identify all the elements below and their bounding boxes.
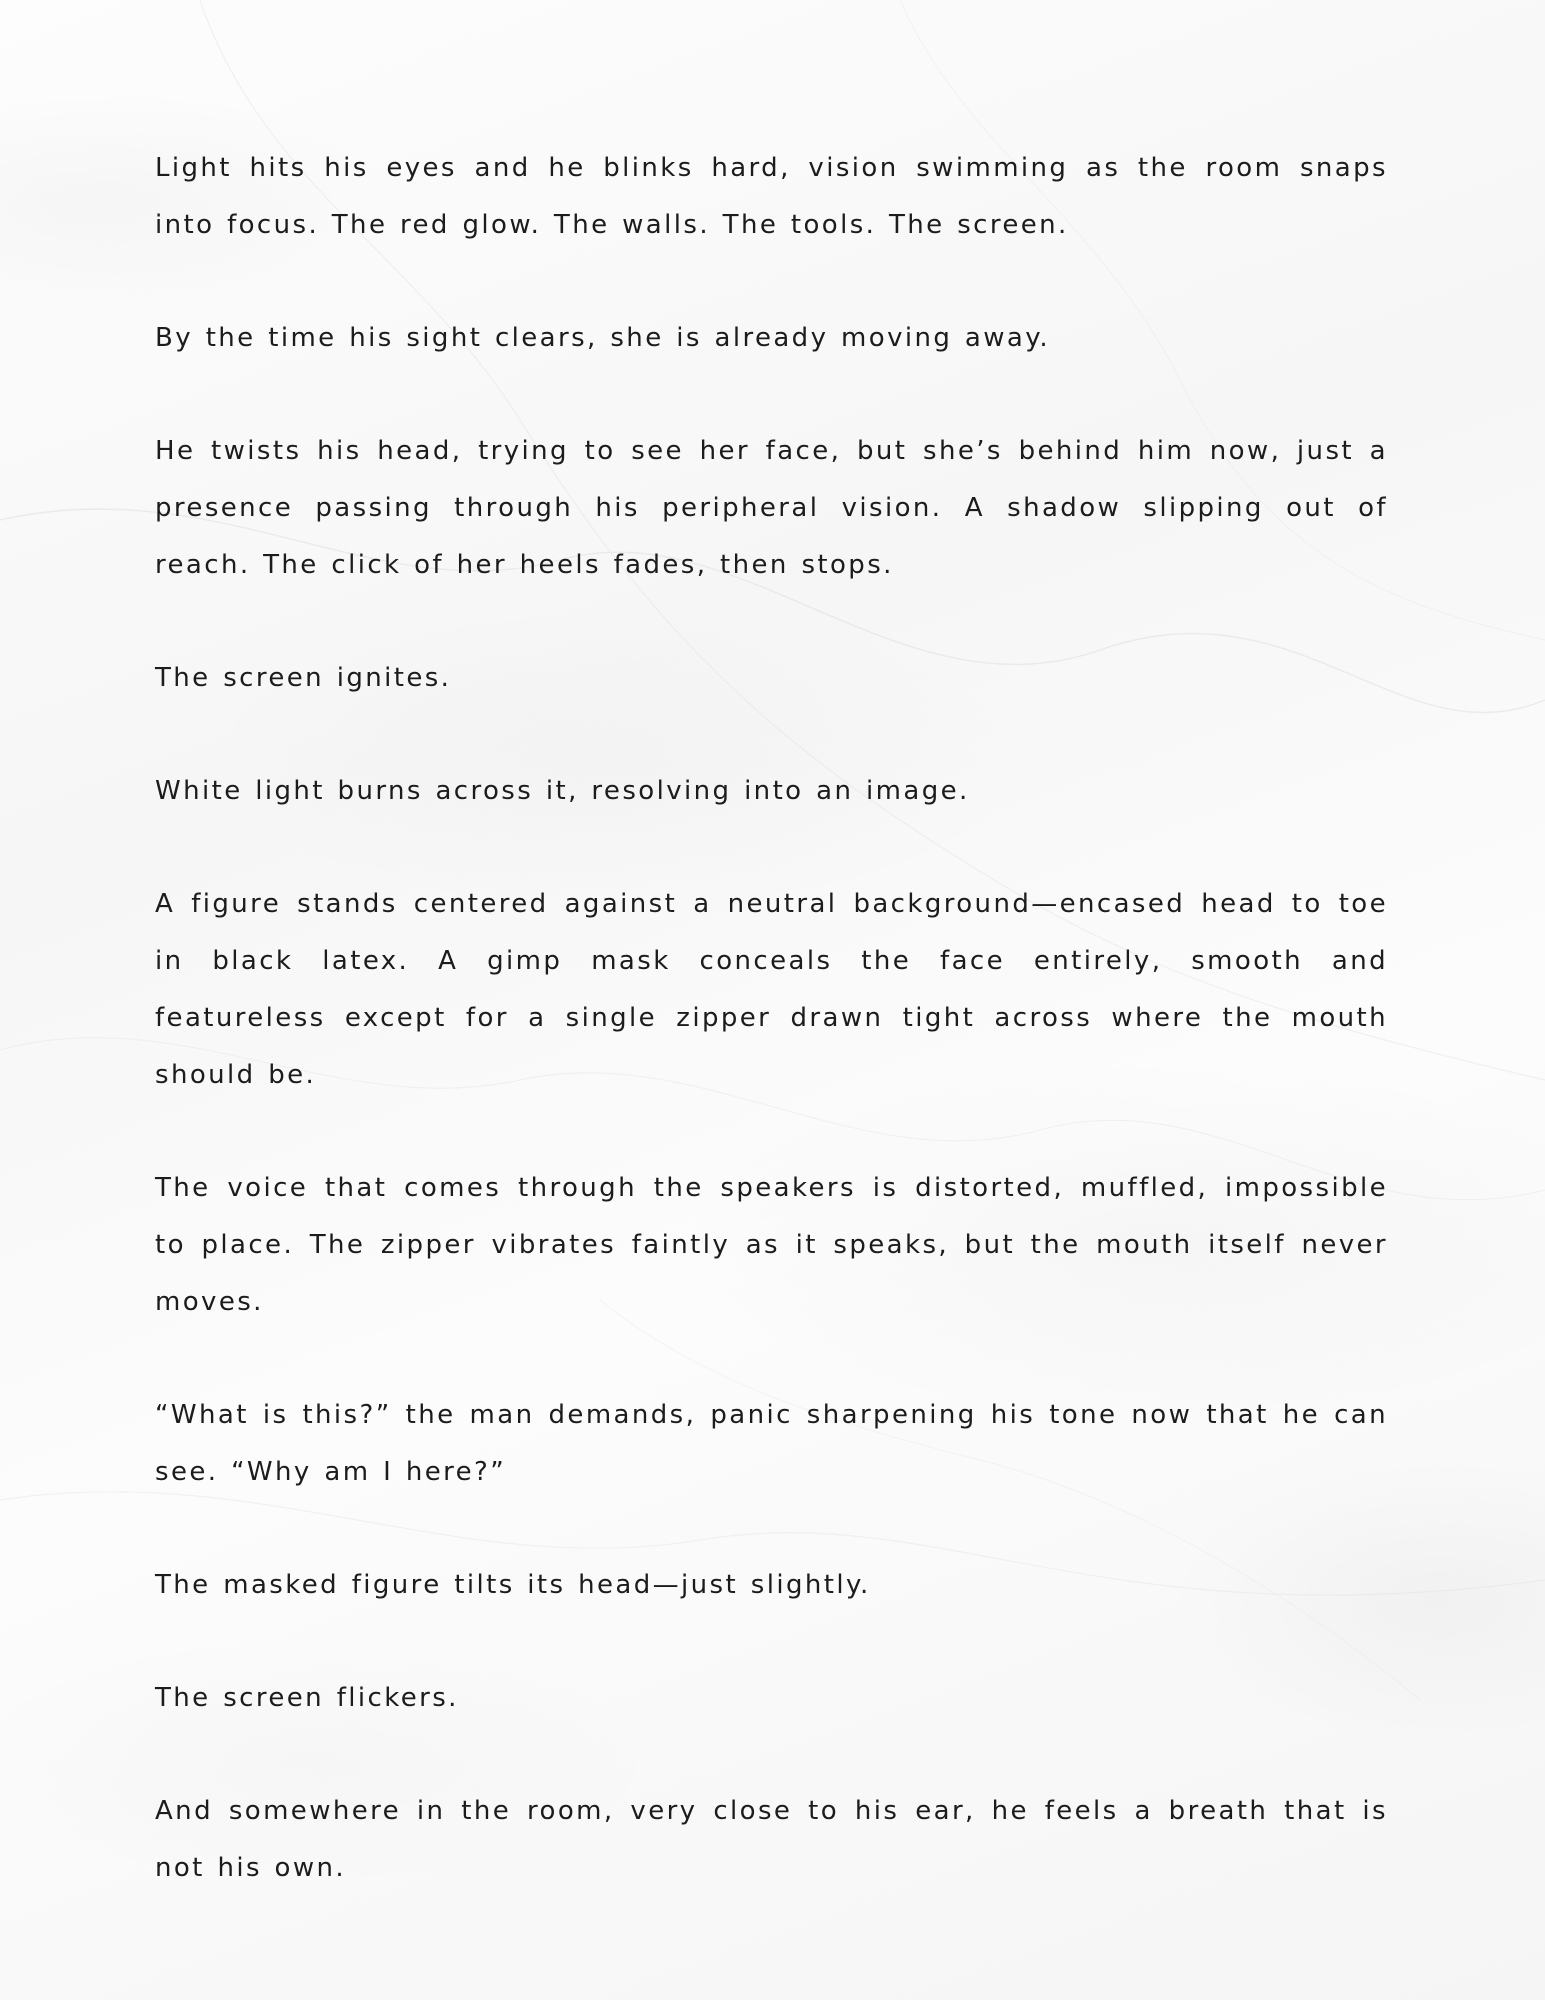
paragraph-8: “What is this?” the man demands, panic sharpening his tone now that he can see. “Why am I here?” <box>155 1400 1388 1487</box>
paragraph-5: White light burns across it, resolving into an image. <box>155 776 970 806</box>
paragraph-6: A figure stands centered against a neutral background—encased head to toe in black latex. A gimp mask conceals the face entirely, smooth and featureless except for a single zipper drawn tight across where the mouth should be. <box>155 889 1388 1090</box>
paragraph-1: Light hits his eyes and he blinks hard, vision swimming as the room snaps into focus. The red glow. The walls. The tools. The screen. <box>155 153 1388 240</box>
paragraph-7: The voice that comes through the speakers is distorted, muffled, impossible to place. The zipper vibrates faintly as it speaks, but the mouth itself never moves. <box>155 1173 1388 1317</box>
paragraph-3: He twists his head, trying to see her face, but she’s behind him now, just a presence passing through his peripheral vision. A shadow slipping out of reach. The click of her heels fades, then stops. <box>155 436 1388 580</box>
paragraph-11: And somewhere in the room, very close to his ear, he feels a breath that is not his own. <box>155 1796 1388 1883</box>
document-body <box>155 140 1388 1953</box>
paragraph-2: By the time his sight clears, she is already moving away. <box>155 323 1051 353</box>
paragraph-9: The masked figure tilts its head—just slightly. <box>155 1570 871 1600</box>
paragraph-10: The screen flickers. <box>155 1683 459 1713</box>
paragraph-4: The screen ignites. <box>155 663 452 693</box>
